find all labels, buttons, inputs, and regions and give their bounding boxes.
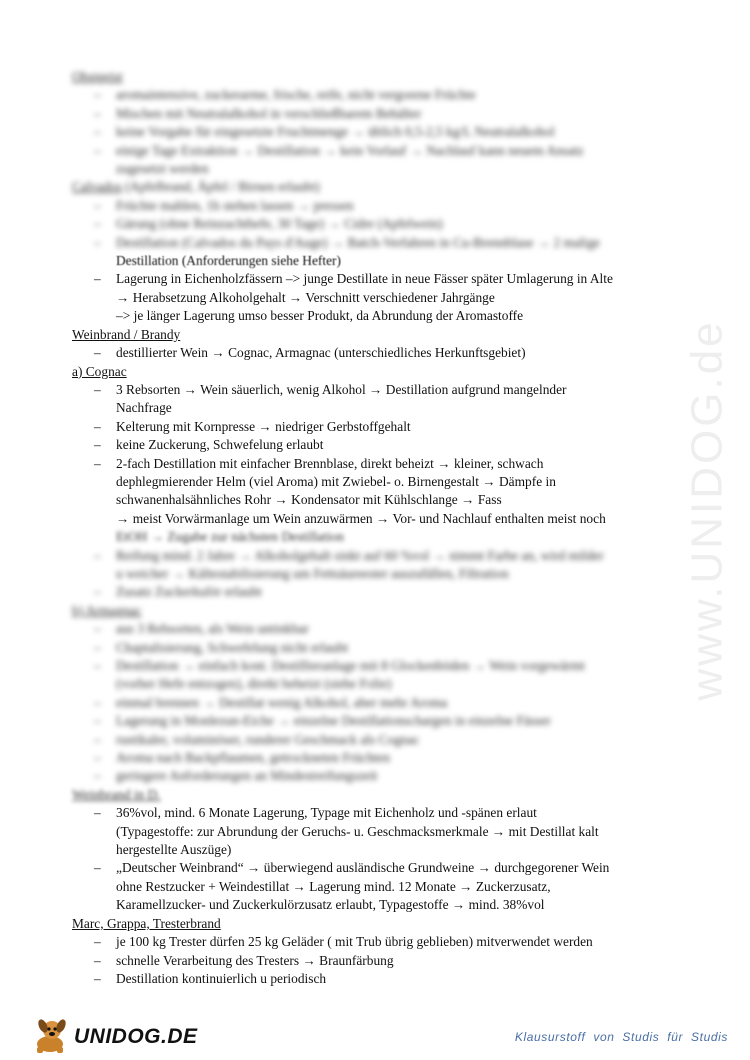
list-item-continuation: (vorher Hefe entzogen), direkt beheizt (siehe Folie): [116, 676, 392, 692]
list-item: [72, 215, 672, 233]
bullet-dash: –: [94, 621, 101, 637]
list-item-continuation: hergestellte Auszüge): [116, 842, 232, 858]
cognac-blurred-part: [72, 547, 672, 602]
list-item-text: schnelle Verarbeitung des Tresters → Braunfärbung: [116, 952, 394, 968]
list-item: [72, 344, 672, 362]
list-item: [72, 418, 672, 436]
list-item: [72, 142, 672, 160]
list-item: [72, 933, 672, 951]
list-item: [72, 749, 672, 767]
section-obstgeist: [72, 68, 672, 178]
heading-cognac: a) Cognac: [72, 363, 127, 379]
list-item-text: 36%vol, mind. 6 Monate Lagerung, Typage mit Eichenholz und -spänen erlaut: [116, 805, 537, 821]
section-cognac: [72, 363, 672, 602]
bullet-dash: –: [94, 694, 101, 710]
bullet-dash: –: [94, 216, 101, 232]
heading-weinbrand-de: Weinbrand in D.: [72, 786, 161, 802]
list-item-text: Destillation (Calvados du Pays d'Auge) → Batch-Verfahren in Cu-Brennblase → 2 malige: [116, 234, 600, 250]
bullet-dash: –: [94, 713, 101, 729]
heading-armagnac: b) Armagnac: [72, 602, 142, 618]
list-item-text: Destillation kontinuierlich u periodisch: [116, 970, 327, 986]
list-item: [72, 436, 672, 454]
bullet-dash: –: [94, 197, 101, 213]
dog-icon: [28, 1014, 72, 1054]
heading-obstgeist: Obstgeist: [72, 69, 123, 84]
list-item: [72, 694, 672, 712]
list-item-continuation: schwanenhalsähnliches Rohr → Kondensator mit Kühlschlange → Fass: [116, 492, 502, 508]
list-item: [72, 583, 672, 601]
list-item-continuation: Nachfrage: [116, 400, 172, 416]
list-item-text: Zusatz Zuckerkulör erlaubt: [116, 584, 262, 600]
list-item-text: Lagerung in Eichenholzfässern –> junge Destillate in neue Fässer später Umlagerung in Alte: [116, 271, 613, 287]
bullet-dash: –: [94, 731, 101, 747]
list-item-text: rustikaler, voluminöser, runderer Geschmack als Cognac: [116, 731, 420, 747]
list-item-continuation: EtOH → Zugabe zur nächsten Destillation: [116, 529, 344, 545]
heading-calvados-line: [72, 178, 672, 196]
bullet-dash: –: [94, 584, 101, 600]
bullet-dash: –: [94, 271, 101, 287]
footer-slogan: Klausurstoff von Studis für Studis: [514, 1030, 728, 1044]
list-item-text: Chaptalisierung, Schwefelung nicht erlaubt: [116, 639, 349, 655]
list-item: [72, 381, 672, 399]
list-item-text: Kelterung mit Kornpresse → niedriger Gerbstoffgehalt: [116, 418, 411, 434]
list-item-continuation: u weicher → Kältestabilisierung um Fettsäureester auszufällen, Filtration: [116, 565, 509, 581]
bullet-dash: –: [94, 768, 101, 784]
list-item-text: keine Vorgabe für eingesetzte Fruchtmenge → üblich 0,5-2,5 kg/L Neutralalkohol: [116, 124, 555, 140]
watermark-text: www.UNIDOG.de: [683, 319, 733, 701]
list-item: [72, 767, 672, 785]
bullet-dash: –: [94, 547, 101, 563]
list-item-text: Mischen mit Neutralalkohol in verschließbarem Behälter: [116, 105, 422, 121]
bullet-dash: –: [94, 952, 101, 968]
list-item-continuation: (Typagestoffe: zur Abrundung der Geruchs- u. Geschmacksmerkmale → mit Destillat kalt: [116, 823, 599, 839]
list-item: [72, 639, 672, 657]
list-item-text: Destillation → einfach kont. Destillieranlage mit 8 Glockenböden → Wein vorgewärmt: [116, 658, 585, 673]
bullet-dash: –: [94, 934, 101, 950]
list-item-text: Gärung (ohne Reinzuchthefe, 30 Tage) → Cidre (Apfelwein): [116, 216, 443, 232]
bullet-dash: –: [94, 437, 101, 453]
bullet-dash: –: [94, 381, 101, 397]
section-marc: [72, 915, 672, 989]
section-calvados: [72, 178, 672, 325]
heading-calvados: Calvados: [72, 179, 122, 195]
bullet-dash: –: [94, 860, 101, 876]
bullet-dash: –: [94, 750, 101, 766]
list-item-continuation: dephlegmierender Helm (viel Aroma) mit Zwiebel- o. Birnengestalt → Dämpfe in: [116, 473, 556, 489]
bullet-dash: –: [94, 805, 101, 821]
list-item-continuation: zugesetzt werden: [116, 161, 209, 177]
list-item-text: Reifung mind. 2 Jahre → Alkoholgehalt sinkt auf 60 %vol → nimmt Farbe an, wird milder: [116, 547, 604, 563]
list-item-text: je 100 kg Trester dürfen 25 kg Geläder ( mit Trub übrig geblieben) mitverwendet werden: [116, 934, 593, 950]
list-item: [72, 86, 672, 104]
list-item: [72, 620, 672, 638]
list-item: [72, 731, 672, 749]
list-item-text: aus 3 Rebsorten, als Wein untinkbar: [116, 621, 309, 637]
list-item-text: Lagerung in Monlezun-Eiche → einzelne Destillationschargen in einzelne Fässer: [116, 713, 551, 729]
list-item-continuation: → Herabsetzung Alkoholgehalt → Verschnitt verschiedener Jahrgänge: [116, 289, 495, 305]
bullet-dash: –: [94, 142, 101, 158]
list-item: [72, 657, 672, 675]
list-item-text: einmal brennen → Destillat wenig Alkohol, aber mehr Aroma: [116, 694, 448, 710]
list-item-continuation: Karamellzucker- und Zuckerkulörzusatz erlaubt, Typagestoffe → mind. 38%vol: [116, 897, 545, 913]
heading-calvados-suffix: (Apfelbrand, Äpfel / Birnen erlaubt): [121, 179, 320, 195]
list-item-continuation: –> je länger Lagerung umso besser Produkt, da Abrundung der Aromastoffe: [116, 308, 524, 324]
list-item: [72, 270, 672, 288]
list-item-text: Aroma nach Backpflaumen, getrockneten Früchten: [116, 750, 391, 766]
list-item-continuation: → meist Vorwärmanlage um Wein anzuwärmen → Vor- und Nachlauf enthalten meist noch: [116, 510, 606, 526]
list-item-text: „Deutscher Weinbrand“ → überwiegend ausländische Grundweine → durchgegorener Wein: [116, 860, 610, 876]
heading-weinbrand: Weinbrand / Brandy: [72, 326, 181, 342]
bullet-dash: –: [94, 658, 101, 673]
section-weinbrand: [72, 326, 672, 363]
list-item: [72, 547, 672, 565]
bullet-dash: –: [94, 124, 101, 140]
watermark: [668, 280, 748, 740]
list-item: [72, 712, 672, 730]
section-weinbrand-de: [72, 786, 672, 915]
bullet-dash: –: [94, 105, 101, 121]
list-item-text: 3 Rebsorten → Wein säuerlich, wenig Alkohol → Destillation aufgrund mangelnder: [116, 381, 567, 397]
list-item-text: geringere Anforderungen an Mindestreifungszeit: [116, 768, 378, 784]
bullet-dash: –: [94, 970, 101, 986]
list-item-continuation: ohne Restzucker + Weindestillat → Lagerung mind. 12 Monate → Zuckerzusatz,: [116, 878, 551, 894]
list-item: [72, 455, 672, 473]
list-item: [72, 123, 672, 141]
bullet-dash: –: [94, 639, 101, 655]
unidog-logo[interactable]: [28, 1014, 198, 1054]
list-item: [72, 105, 672, 123]
document-body: [72, 68, 672, 988]
list-item-text: einige Tage Extraktion → Destillation → kein Vorlauf → Nachlauf kann neuem Ansatz: [116, 142, 584, 158]
list-item-text: Früchte mahlen, 1h stehen lassen → pressen: [116, 197, 354, 213]
list-item: [72, 970, 672, 988]
list-item: [72, 952, 672, 970]
calvados-blurred-part: [72, 178, 672, 252]
list-item-continuation: Destillation (Anforderungen siehe Hefter): [116, 253, 341, 269]
bullet-dash: –: [94, 455, 101, 471]
logo-text: UNIDOG.DE: [74, 1025, 198, 1048]
bullet-dash: –: [94, 87, 101, 103]
list-item: [72, 197, 672, 215]
list-item-text: destillierter Wein → Cognac, Armagnac (unterschiedliches Herkunftsgebiet): [116, 345, 526, 361]
bullet-dash: –: [94, 418, 101, 434]
list-item-text: aromaintensive, zuckerarme, frische, reife, nicht vergorene Früchte: [116, 87, 476, 103]
list-item-text: keine Zuckerung, Schwefelung erlaubt: [116, 437, 324, 453]
list-item-text: 2-fach Destillation mit einfacher Brennblase, direkt beheizt → kleiner, schwach: [116, 455, 544, 471]
list-item: [72, 859, 672, 877]
section-armagnac: [72, 602, 672, 786]
bullet-dash: –: [94, 345, 101, 361]
bullet-dash: –: [94, 234, 101, 250]
list-item: [72, 234, 672, 252]
heading-marc: Marc, Grappa, Tresterbrand: [72, 915, 221, 931]
list-item: [72, 804, 672, 822]
